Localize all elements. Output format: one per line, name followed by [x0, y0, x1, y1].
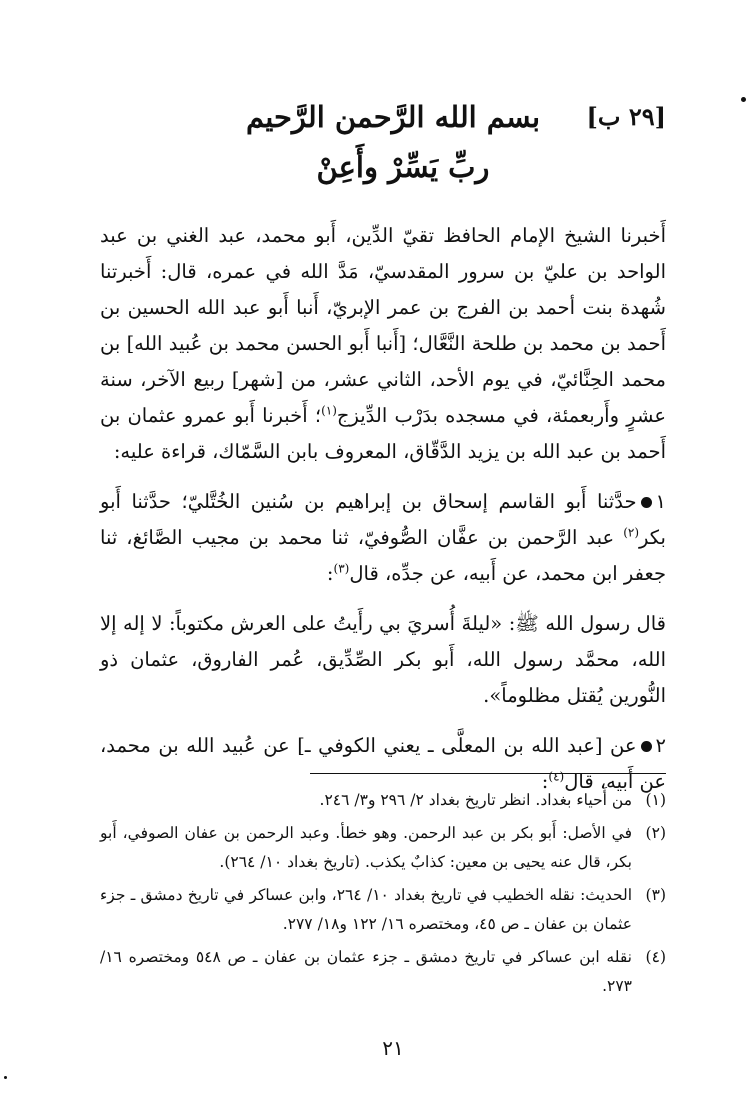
margin-dot-bottom [4, 1076, 7, 1079]
footnote-text: من أَحياء بغداد. انظر تاريخ بغداد ٢/ ٢٩٦ و٣/ ٢٤٦. [319, 791, 632, 809]
footnote [100, 881, 666, 939]
hadith-2-number: ٢ [655, 734, 666, 757]
footnote-text: في الأصل: أَبو بكر بن عبد الرحمن. وهو خطأ. وعبد الرحمن بن عفان الصوفي، أَبو بكر، قال عنه يحيى بن معين: كذابٌ يكذب. (تاريخ بغداد ١٠/ ٢٦٤). [100, 824, 632, 871]
footnote-number: (٣) [645, 886, 666, 904]
invocation-heading: ربِّ يَسِّرْ وأَعِنْ [316, 150, 490, 184]
footnote-ref-2: (٢) [623, 525, 640, 540]
margin-dot [741, 97, 746, 102]
hadith-2-text-b: : [541, 770, 549, 793]
footnotes [100, 786, 666, 1005]
footnote-number: (١) [645, 791, 666, 809]
footnote [100, 943, 666, 1001]
page [100, 0, 666, 1099]
footnote-ref-1: (١) [321, 403, 337, 418]
footnote-number: (٤) [645, 948, 666, 966]
main-text [100, 218, 666, 800]
hadith-1-text-b: عبد الرَّحمن بن عفَّان الصُّوفيّ، ثنا محمد بن مجيب الصَّائغ، ثنا جعفر ابن محمد، عن أَبيه، عن جدِّه، قال [100, 526, 666, 585]
footnote [100, 819, 666, 877]
page-number: ٢١ [382, 1036, 404, 1060]
hadith-1-matn: قال رسول الله ﷺ: «ليلةَ أُسريَ بي رأَيتُ على العرش مكتوباً: لا إله إلا الله، محمَّد رسول الله، أَبو بكر الصِّدِّيق، عُمر الفاروق، عثمان ذو النُّورين يُقتل مظلوماً». [100, 612, 666, 707]
footnote-number: (٢) [645, 824, 666, 842]
footnote-ref-4: (٤) [548, 769, 565, 784]
isnad-continuation: ؛ أَخبرنا أَبو عمرو عثمان بن أَحمد بن عبد الله بن يزيد الدَّقّاق، المعروف بابن السَّمّاك، قراءة عليه: [100, 404, 666, 463]
hadith-2-text-a: عن [عبد الله بن المعلَّى ـ يعني الكوفي ـ] عن عُبيد الله بن محمد، عن أَبيه، قال [100, 734, 666, 793]
footnote-ref-3: (٣) [333, 561, 350, 576]
isnad-text: أَخبرنا الشيخ الإمام الحافظ تقيّ الدِّين، أَبو محمد، عبد الغني بن عبد الواحد بن عليّ بن سرور المقدسيّ، مَدَّ الله في عمره، قال: أَخبرتنا شُهدة بنت أحمد بن الفرج بن عمر الإبريّ، أَنبا أَبو عبد الله الحسين بن أَحمد بن محمد بن طلحة النَّعَّال؛ [أَنبا أَبو الحسن محمد بن عُبيد الله] بن محمد الحِنَّائيّ، في يوم الأحد، الثاني عشر، من [شهر] ربيع الآخر، سنة عشرٍ وأَربعمئة، في مسجده بدَرْب الدِّيزج [100, 224, 666, 427]
footnote-text: نقله ابن عساكر في تاريخ دمشق ـ جزء عثمان بن عفان ـ ص ٥٤٨ ومختصره ١٦/ ٢٧٣. [100, 948, 632, 995]
hadith-1-text-c: : [326, 562, 334, 585]
hadith-1-number: ١ [655, 490, 666, 513]
isnad-paragraph [100, 218, 666, 470]
bullet-icon [641, 497, 652, 508]
footnote-text: الحديث: نقله الخطيب في تاريخ بغداد ١٠/ ٢٦٤، وابن عساكر في تاريخ دمشق ـ جزء عثمان بن عفان ـ ص ٤٥، ومختصره ١٦/ ١٢٢ و١٨/ ٢٧٧. [100, 886, 632, 933]
hadith-1-text-a: حدَّثنا أَبو القاسم إسحاق بن إبراهيم بن سُنين الخُتَّليّ؛ حدَّثنا أَبو بكر [100, 490, 666, 549]
basmala-heading: بسم الله الرَّحمن الرَّحيم [245, 100, 541, 134]
footnote-divider [310, 773, 666, 774]
folio-marker: [٢٩ ب] [586, 102, 666, 131]
bullet-icon [641, 741, 652, 752]
hadith-1-chain [100, 484, 666, 592]
footnote [100, 786, 666, 815]
